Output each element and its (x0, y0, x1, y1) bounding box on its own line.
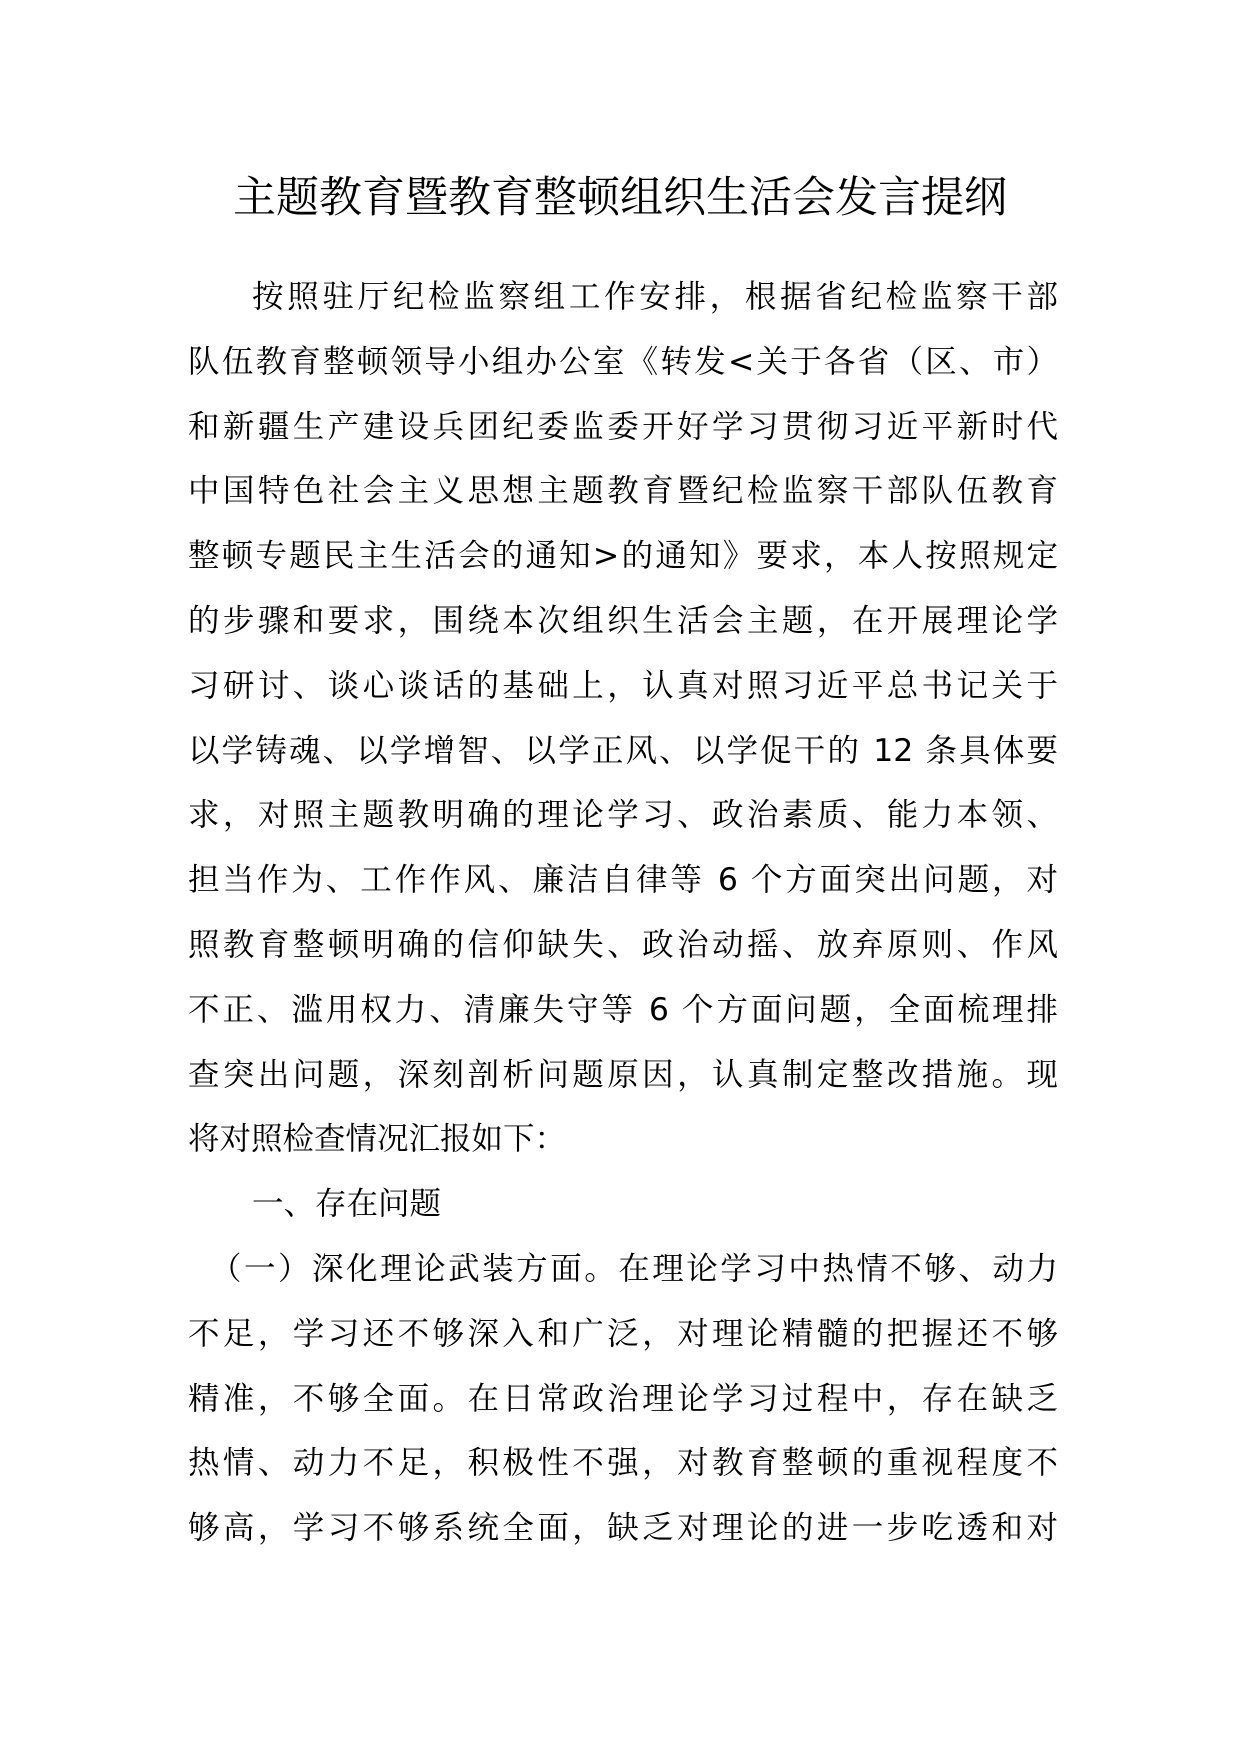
body-line: 不正、滥用权力、清廉失守等 6 个方面问题，全面梳理排 (188, 991, 1058, 1028)
body-line: （一）深化理论武装方面。在理论学习中热情不够、动力 (210, 1250, 1058, 1287)
body-line: 的步骤和要求，围绕本次组织生活会主题，在开展理论学 (188, 602, 1058, 639)
body-line: 习研讨、谈心谈话的基础上，认真对照习近平总书记关于 (188, 667, 1058, 704)
body-line: 和新疆生产建设兵团纪委监委开好学习贯彻习近平新时代 (188, 408, 1058, 445)
document-title: 主题教育暨教育整顿组织生活会发言提纲 (233, 173, 1007, 223)
body-line: 将对照检查情况汇报如下： (188, 1121, 567, 1158)
body-line: 按照驻厅纪检监察组工作安排，根据省纪检监察干部 (252, 279, 1058, 315)
document-body (188, 265, 1058, 1561)
body-line: 中国特色社会主义思想主题教育暨纪检监察干部队伍教育 (188, 473, 1058, 510)
section-heading: 一、存在问题 (252, 1186, 442, 1223)
body-line: 整顿专题民主生活会的通知>的通知》要求，本人按照规定 (188, 538, 1058, 575)
body-line: 热情、动力不足，积极性不强，对教育整顿的重视程度不 (188, 1445, 1058, 1482)
body-line: 精准，不够全面。在日常政治理论学习过程中，存在缺乏 (188, 1380, 1058, 1417)
body-line: 不足，学习还不够深入和广泛，对理论精髓的把握还不够 (188, 1315, 1058, 1352)
body-line: 查突出问题，深刻剖析问题原因，认真制定整改措施。现 (188, 1056, 1058, 1093)
body-line: 队伍教育整顿领导小组办公室《转发<关于各省（区、市） (188, 343, 1058, 380)
body-line: 照教育整顿明确的信仰缺失、政治动摇、放弃原则、作风 (188, 926, 1058, 963)
body-line: 够高，学习不够系统全面，缺乏对理论的进一步吃透和对 (188, 1510, 1058, 1547)
body-line: 以学铸魂、以学增智、以学正风、以学促干的 12 条具体要 (188, 732, 1058, 769)
body-line: 求，对照主题教明确的理论学习、政治素质、能力本领、 (188, 797, 1058, 834)
body-line: 担当作为、工作作风、廉洁自律等 6 个方面突出问题，对 (188, 862, 1058, 899)
